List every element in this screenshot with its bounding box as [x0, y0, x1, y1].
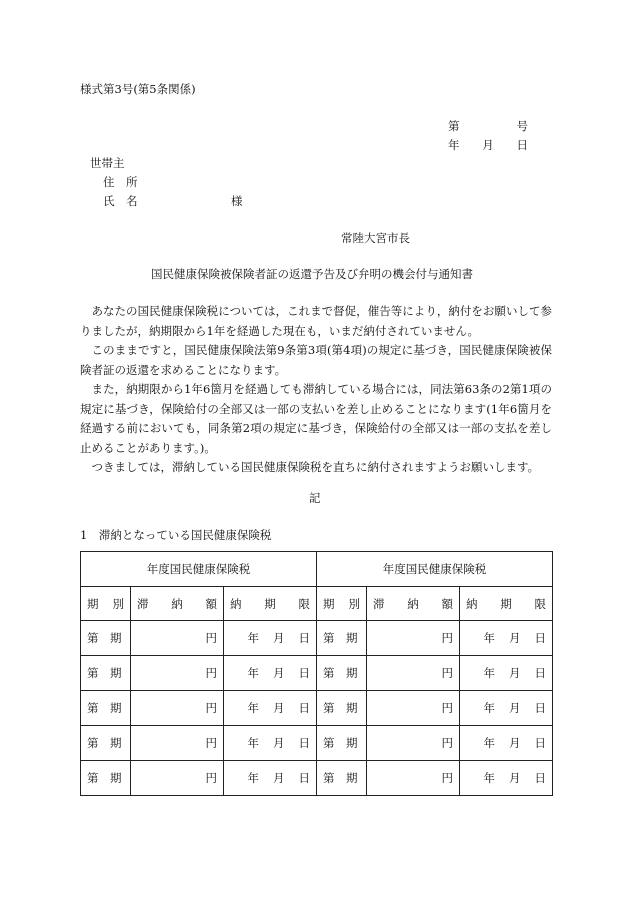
due-date-cell	[460, 691, 553, 726]
due-year: 年	[247, 666, 260, 680]
table-row	[81, 761, 553, 796]
col-header-arrears: 滞 納 額	[131, 587, 224, 621]
section-heading: 1 滞納となっている国民健康保険税	[80, 528, 272, 542]
recipient-name-label: 氏 名	[103, 194, 138, 208]
col-header-period: 期 別	[317, 587, 367, 621]
col-header-period: 期 別	[81, 587, 131, 621]
due-day: 日	[534, 771, 547, 785]
period-cell: 第 期	[317, 726, 367, 761]
arrears-cell: 円	[367, 691, 460, 726]
due-date-cell	[224, 761, 317, 796]
due-date-cell	[224, 691, 317, 726]
due-day: 日	[298, 631, 311, 645]
table-row	[81, 691, 553, 726]
body-paragraph-1: あなたの国民健康保険税については，これまで督促，催告等により，納付をお願いして参りましたが，納期限から1年を経過した現在も，いまだ納付されていません。	[80, 304, 552, 338]
due-day: 日	[534, 631, 547, 645]
due-month: 月	[509, 736, 521, 750]
body-paragraph-2: このままですと，国民健康保険法第9条第3項(第4項)の規定に基づき，国民健康保険被保険者証の返還を求めることになります。	[80, 343, 552, 377]
period-cell: 第 期	[81, 656, 131, 691]
due-month: 月	[509, 631, 521, 645]
col-header-due-date: 納 期 限	[224, 587, 317, 621]
arrears-cell: 円	[367, 621, 460, 656]
body-paragraph-4: つきましては，滞納している国民健康保険税を直ちに納付されますようお願いします。	[91, 460, 540, 474]
due-date-cell	[460, 621, 553, 656]
due-year: 年	[247, 771, 260, 785]
due-year: 年	[483, 771, 496, 785]
due-day: 日	[298, 701, 311, 715]
due-day: 日	[298, 666, 311, 680]
doc-date	[448, 137, 528, 153]
arrears-cell: 円	[131, 761, 224, 796]
due-year: 年	[483, 701, 496, 715]
table-row	[81, 656, 553, 691]
due-date-cell	[224, 656, 317, 691]
due-month: 月	[273, 631, 285, 645]
table-row	[81, 726, 553, 761]
period-cell: 第 期	[317, 691, 367, 726]
arrears-cell: 円	[131, 621, 224, 656]
doc-number	[448, 118, 528, 134]
due-date-cell	[224, 726, 317, 761]
due-month: 月	[509, 701, 521, 715]
group-header-left: 年度国民健康保険税	[81, 552, 317, 587]
period-cell: 第 期	[81, 726, 131, 761]
due-month: 月	[509, 771, 521, 785]
doc-date-year: 年	[448, 138, 460, 152]
arrears-cell: 円	[367, 656, 460, 691]
due-date-cell	[460, 761, 553, 796]
tax-table	[80, 551, 553, 796]
due-year: 年	[247, 701, 260, 715]
period-cell: 第 期	[317, 761, 367, 796]
due-day: 日	[298, 771, 311, 785]
doc-number-prefix: 第	[448, 119, 460, 133]
due-month: 月	[273, 736, 285, 750]
due-year: 年	[483, 666, 496, 680]
arrears-cell: 円	[367, 726, 460, 761]
due-year: 年	[483, 736, 496, 750]
due-year: 年	[483, 631, 496, 645]
due-month: 月	[509, 666, 521, 680]
due-day: 日	[298, 736, 311, 750]
col-header-due-date: 納 期 限	[460, 587, 553, 621]
doc-date-day: 日	[516, 138, 528, 152]
due-month: 月	[273, 701, 285, 715]
ki-mark: 記	[309, 491, 321, 505]
due-date-cell	[460, 656, 553, 691]
due-date-cell	[460, 726, 553, 761]
document-title: 国民健康保険被保険者証の返還予告及び弁明の機会付与通知書	[151, 267, 473, 281]
sender-name: 常陸大宮市長	[341, 231, 410, 245]
arrears-cell: 円	[131, 691, 224, 726]
arrears-cell: 円	[131, 656, 224, 691]
arrears-cell: 円	[131, 726, 224, 761]
due-day: 日	[534, 736, 547, 750]
due-month: 月	[273, 771, 285, 785]
due-date-cell	[224, 621, 317, 656]
period-cell: 第 期	[81, 691, 131, 726]
recipient-label: 世帯主	[90, 156, 125, 170]
recipient-address-label: 住 所	[103, 175, 138, 189]
due-month: 月	[273, 666, 285, 680]
period-cell: 第 期	[81, 621, 131, 656]
recipient-honorific: 様	[231, 194, 243, 208]
group-header-right: 年度国民健康保険税	[317, 552, 553, 587]
due-year: 年	[247, 631, 260, 645]
table-group-header-row	[81, 552, 553, 587]
doc-date-month: 月	[482, 138, 494, 152]
doc-number-suffix: 号	[516, 119, 528, 133]
due-day: 日	[534, 701, 547, 715]
due-year: 年	[247, 736, 260, 750]
form-id: 様式第3号(第5条関係)	[80, 82, 196, 96]
body-paragraph-3: また，納期限から1年6箇月を経過しても滞納している場合には，同法第63条の2第1項の規定に基づき，保険給付の全部又は一部の支払いを差し止めることになります(1年6箇月を経過する前においても，同条第2項の規定に基づき，保険給付の全部又は一部の支払を差し止めることがあります。)。	[80, 382, 552, 455]
table-column-header-row	[81, 587, 553, 621]
due-day: 日	[534, 666, 547, 680]
col-header-arrears: 滞 納 額	[367, 587, 460, 621]
period-cell: 第 期	[317, 621, 367, 656]
period-cell: 第 期	[317, 656, 367, 691]
table-row	[81, 621, 553, 656]
arrears-cell: 円	[367, 761, 460, 796]
period-cell: 第 期	[81, 761, 131, 796]
